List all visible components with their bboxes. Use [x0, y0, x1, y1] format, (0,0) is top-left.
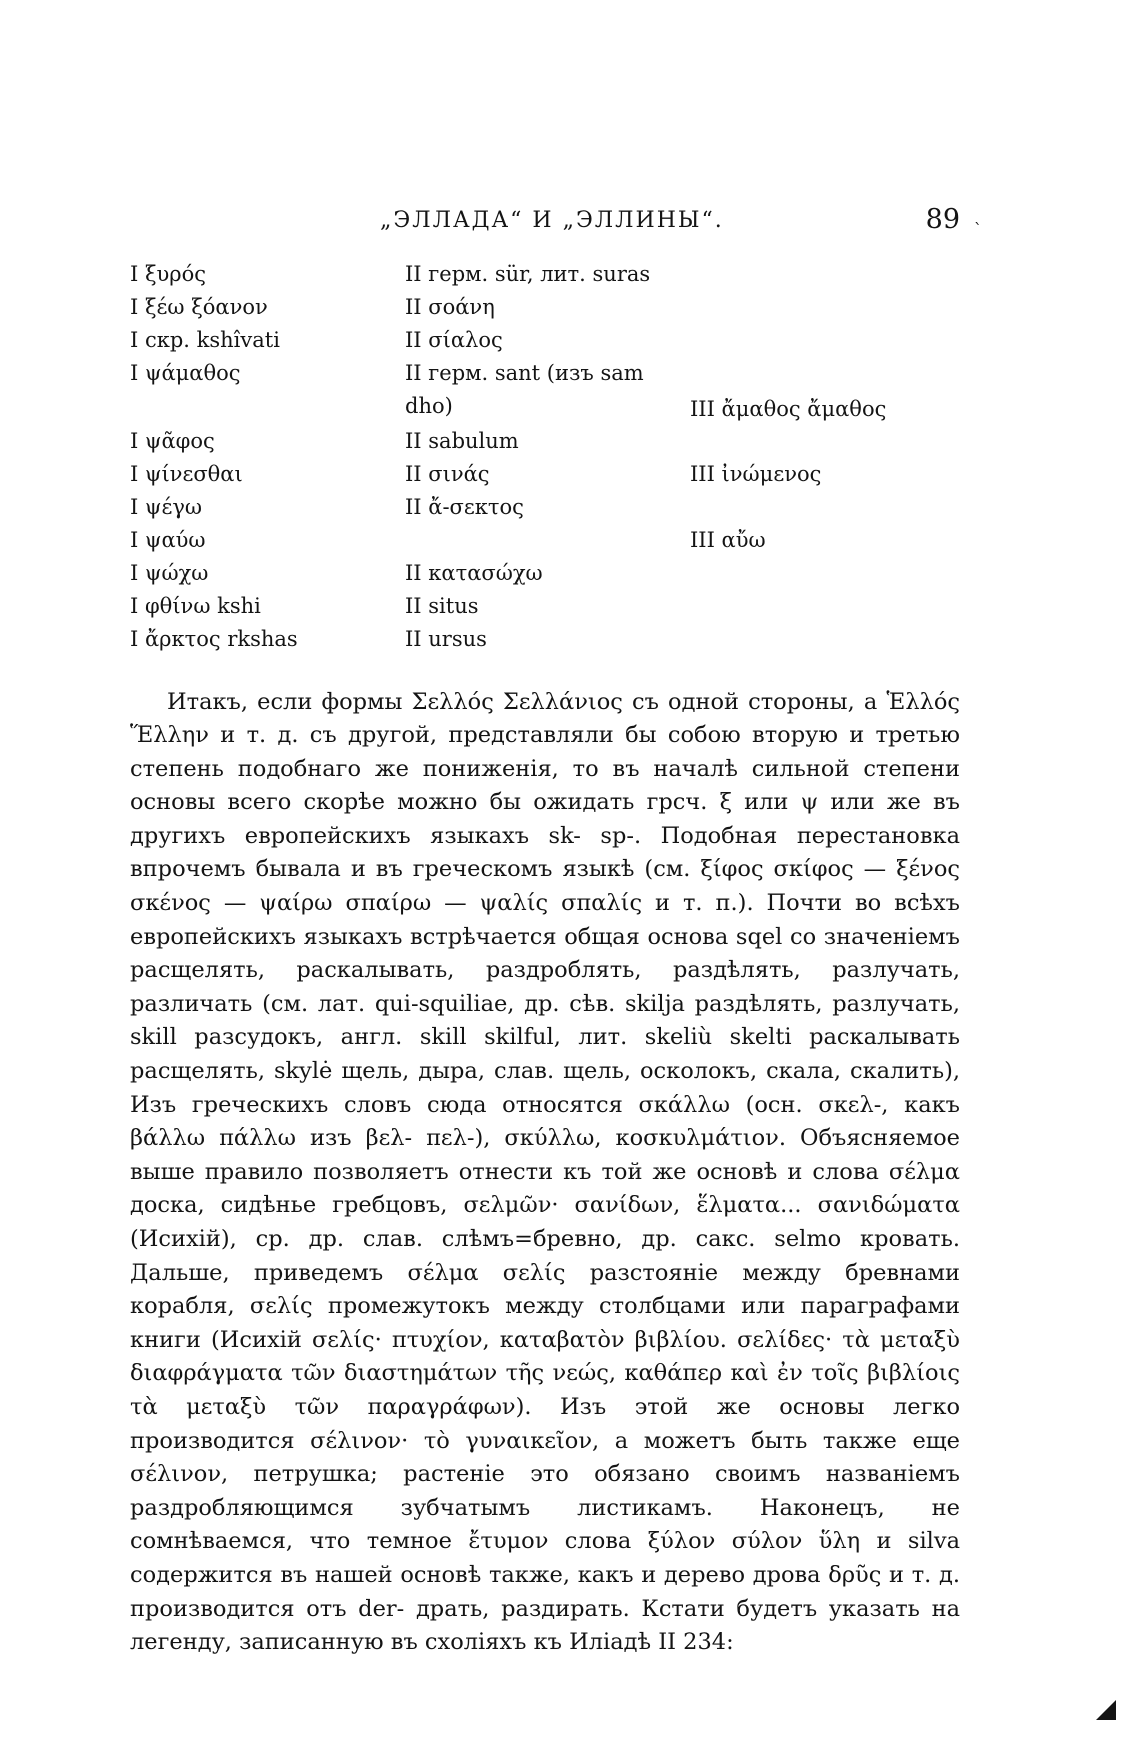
table-row	[130, 291, 960, 324]
table-row	[130, 524, 960, 557]
table-row	[130, 258, 960, 291]
column-two-cell: II σοάνη	[405, 295, 495, 319]
column-three-cell: III ἰνώμενος	[690, 462, 822, 486]
stray-mark: `	[974, 220, 982, 239]
column-one-cell: I ξέω ξόανον	[130, 295, 268, 319]
column-one-cell: I φθίνω kshi	[130, 594, 261, 618]
column-two-cell: II κατασώχω	[405, 561, 543, 585]
column-two-cell: II ἄ-σεκτος	[405, 495, 524, 519]
column-one-cell: I ψώχω	[130, 561, 209, 585]
column-three-cell: III ἄμαθος ἄμαθος	[690, 397, 887, 421]
column-two-cell: II σινάς	[405, 462, 490, 486]
column-two-cell: II герм. sür, лит. suras	[405, 262, 651, 286]
column-one-cell: I ψέγω	[130, 495, 202, 519]
table-row	[130, 357, 960, 425]
comparison-table	[130, 258, 960, 656]
column-two-cell: II sabulum	[405, 429, 519, 453]
column-one-cell: I ψαύω	[130, 528, 206, 552]
table-row	[130, 458, 960, 491]
page-number: 89	[925, 204, 960, 235]
page-header	[130, 204, 960, 242]
table-row	[130, 590, 960, 623]
column-one-cell: I ξυρός	[130, 262, 207, 286]
running-title: „ЭЛЛАДА“ И „ЭЛЛИНЫ“.	[380, 208, 724, 233]
column-three-cell: III αὔω	[690, 528, 766, 552]
column-one-cell: I ἄρκτος rkshas	[130, 627, 298, 651]
column-one-cell: I ψᾶφος	[130, 429, 215, 453]
column-two-cell: II герм. sant (изъ sam dho)	[405, 361, 644, 418]
column-one-cell: I ψίνεσθαι	[130, 462, 243, 486]
table-row	[130, 491, 960, 524]
table-row	[130, 557, 960, 590]
body-paragraph: Итакъ, если формы Σελλός Σελλάνιος съ одной стороны, а Ἑλλός Ἕλλην и т. д. съ другой, представляли бы собою вторую и третью степень подобнаго же пониженія, то въ началѣ сильной степени основы всего скорѣе можно бы ожидать грсч. ξ или ψ или же въ другихъ европейскихъ языкахъ sk- sp-. Подобная перестановка впрочемъ бывала и въ греческомъ языкѣ (см. ξίφος σκίφος — ξένος σκένος — ψαίρω σπαίρω — ψαλίς σπαλίς и т. п.). Почти во всѣхъ европейскихъ языкахъ встрѣчается общая основа sqel со значеніемъ расщелять, раскалывать, раздроблять, раздѣлять, разлучать, различать (см. лат. qui-squiliae, др. сѣв. skilja раздѣлять, разлучать, skill разсудокъ, англ. skill skilful, лит. skeliù skelti раскалывать расщелять, skylė щель, дыра, слав. щель, осколокъ, скала, скалить), Изъ греческихъ словъ сюда относятся σκάλλω (осн. σκελ-, какъ βάλλω πάλλω изъ βελ- πελ-), σκύλλω, κοσκυλμάτιον. Объясняемое выше правило позволяетъ отнести къ той же основѣ и слова σέλμα доска, сидѣнье гребцовъ, σελμῶν· σανίδων, ἕλματα... σανιδώματα (Исихій), ср. др. слав. слѣмъ=бревно, др. сакс. selmo кровать. Дальше, приведемъ σέλμα σελίς разстояніе между бревнами корабля, σελίς промежутокъ между столбцами или параграфами книги (Исихій σελίς· πτυχίον, καταβατὸν βιβλίου. σελίδες· τὰ μεταξὺ διαφράγματα τῶν διαστημάτων τῆς νεώς, καθάπερ καὶ ἐν τοῖς βιβλίοις τὰ μεταξὺ τῶν παραγράφων). Изъ этой же основы легко производится σέλινον· τὸ γυναικεῖον, а можетъ быть также еще σέλινον, петрушка; растеніе это обязано своимъ названіемъ раздробляющимся зубчатымъ листикамъ. Наконецъ, не сомнѣваемся, что темное ἔτυμον слова ξύλον σύλον ὕλη и silva содержится въ нашей основѣ также, какъ и дерево дрова δρῦς и т. д. производится отъ der- драть, раздирать. Кстати будетъ указать на легенду, записанную въ схоліяхъ къ Иліадѣ II 234:	[130, 688, 960, 1656]
column-two-cell: II σίαλος	[405, 328, 503, 352]
column-one-cell: I скр. kshîvati	[130, 328, 280, 352]
column-two-cell: II ursus	[405, 627, 487, 651]
column-two-cell: II situs	[405, 594, 479, 618]
table-row	[130, 425, 960, 458]
column-one-cell: I ψάμαθος	[130, 361, 241, 385]
scan-corner-mark	[1096, 1700, 1116, 1720]
table-row	[130, 623, 960, 656]
table-row	[130, 324, 960, 357]
